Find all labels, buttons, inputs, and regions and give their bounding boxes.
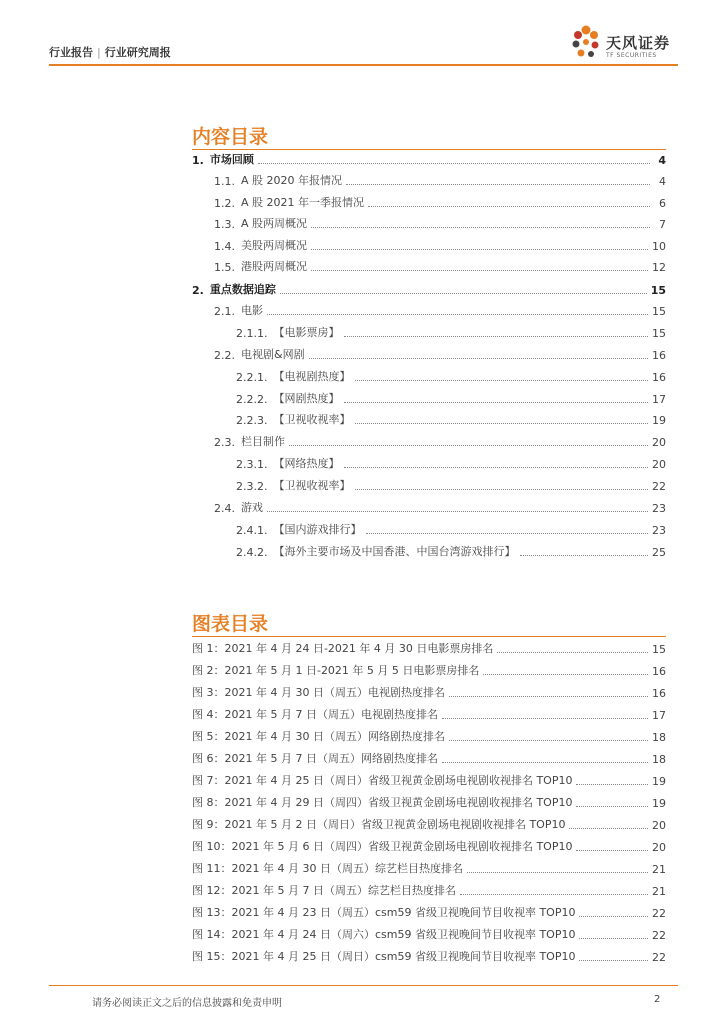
figure-entry[interactable]: 图 14：2021 年 4 月 24 日（周六）csm59 省级卫视晚间节目收视率 TOP10 22 bbox=[192, 928, 666, 942]
figure-entry[interactable]: 图 8：2021 年 4 月 29 日（周四）省级卫视黄金剧场电视剧收视排名 TOP10 19 bbox=[192, 796, 666, 810]
toc-entry[interactable]: 1.5. 港股两周概况 12 bbox=[214, 260, 666, 274]
figure-entry[interactable]: 图 9：2021 年 5 月 2 日（周日）省级卫视黄金剧场电视剧收视排名 TOP10 20 bbox=[192, 818, 666, 832]
toc-entry[interactable]: 2.2. 电视剧&网剧 16 bbox=[214, 348, 666, 362]
toc-entry[interactable]: 1. 市场回顾 4 bbox=[192, 153, 666, 167]
figure-entry[interactable]: 图 7：2021 年 4 月 25 日（周日）省级卫视黄金剧场电视剧收视排名 TOP10 19 bbox=[192, 774, 666, 788]
toc-entry[interactable]: 1.3. A 股两周概况 7 bbox=[214, 217, 666, 231]
toc-entry[interactable]: 1.1. A 股 2020 年报情况 4 bbox=[214, 174, 666, 188]
toc-entry[interactable]: 2.3.1. 【网络热度】 20 bbox=[236, 457, 666, 471]
toc-entry[interactable]: 2.3.2. 【卫视收视率】 22 bbox=[236, 479, 666, 493]
figure-entry[interactable]: 图 2：2021 年 5 月 1 日-2021 年 5 月 5 日电影票房排名 16 bbox=[192, 664, 666, 678]
footer-disclaimer: 请务必阅读正文之后的信息披露和免责申明 bbox=[92, 998, 282, 1009]
page-number: 2 bbox=[654, 994, 661, 1005]
toc-entry[interactable]: 2.2.2. 【网剧热度】 17 bbox=[236, 392, 666, 406]
toc-entry[interactable]: 2.4. 游戏 23 bbox=[214, 501, 666, 515]
toc-entry[interactable]: 2.4.2. 【海外主要市场及中国香港、中国台湾游戏排行】 25 bbox=[236, 545, 666, 559]
figure-entry[interactable]: 图 6：2021 年 5 月 7 日（周五）网络剧热度排名 18 bbox=[192, 752, 666, 766]
figure-entry[interactable]: 图 5：2021 年 4 月 30 日（周五）网络剧热度排名 18 bbox=[192, 730, 666, 744]
toc-entry[interactable]: 2.3. 栏目制作 20 bbox=[214, 435, 666, 449]
header-divider bbox=[49, 64, 678, 66]
toc-entry[interactable]: 2.2.1. 【电视剧热度】 16 bbox=[236, 370, 666, 384]
page-header bbox=[0, 0, 724, 70]
figure-entry[interactable]: 图 12：2021 年 5 月 7 日（周五）综艺栏目热度排名 21 bbox=[192, 884, 666, 898]
brand-subtitle: TF SECURITIES bbox=[606, 52, 657, 59]
figure-entry[interactable]: 图 4：2021 年 5 月 7 日（周五）电视剧热度排名 17 bbox=[192, 708, 666, 722]
figure-entry[interactable]: 图 10：2021 年 5 月 6 日（周四）省级卫视黄金剧场电视剧收视排名 TOP10 20 bbox=[192, 840, 666, 854]
figure-entry[interactable]: 图 1：2021 年 4 月 24 日-2021 年 4 月 30 日电影票房排名 15 bbox=[192, 642, 666, 656]
subcategory-label: 行业研究周报 bbox=[104, 46, 171, 59]
figures-title: 图表目录 bbox=[192, 613, 269, 635]
toc-title: 内容目录 bbox=[192, 126, 269, 148]
toc-entry[interactable]: 2. 重点数据追踪 15 bbox=[192, 283, 666, 297]
footer-divider bbox=[49, 985, 678, 986]
toc-entry[interactable]: 2.1.1. 【电影票房】 15 bbox=[236, 326, 666, 340]
toc-title-underline bbox=[192, 149, 666, 150]
toc-entry[interactable]: 2.2.3. 【卫视收视率】 19 bbox=[236, 413, 666, 427]
figure-entry[interactable]: 图 13：2021 年 4 月 23 日（周五）csm59 省级卫视晚间节目收视率 TOP10 22 bbox=[192, 906, 666, 920]
brand-name: 天风证券 bbox=[606, 34, 671, 52]
toc-entry[interactable]: 2.1. 电影 15 bbox=[214, 304, 666, 318]
toc-entry[interactable]: 2.4.1. 【国内游戏排行】 23 bbox=[236, 523, 666, 537]
figure-entry[interactable]: 图 15：2021 年 4 月 25 日（周日）csm59 省级卫视晚间节目收视率 TOP10 22 bbox=[192, 950, 666, 964]
category-label: 行业报告 bbox=[49, 46, 93, 59]
toc-entry[interactable]: 1.4. 美股两周概况 10 bbox=[214, 239, 666, 253]
brand-logo bbox=[568, 22, 678, 64]
flower-logo-icon bbox=[568, 22, 604, 64]
category-separator: | bbox=[97, 46, 101, 59]
figure-entry[interactable]: 图 11：2021 年 4 月 30 日（周五）综艺栏目热度排名 21 bbox=[192, 862, 666, 876]
report-category bbox=[49, 44, 171, 60]
figure-entry[interactable]: 图 3：2021 年 4 月 30 日（周五）电视剧热度排名 16 bbox=[192, 686, 666, 700]
toc-entry[interactable]: 1.2. A 股 2021 年一季报情况 6 bbox=[214, 196, 666, 210]
figures-title-underline bbox=[192, 636, 666, 637]
